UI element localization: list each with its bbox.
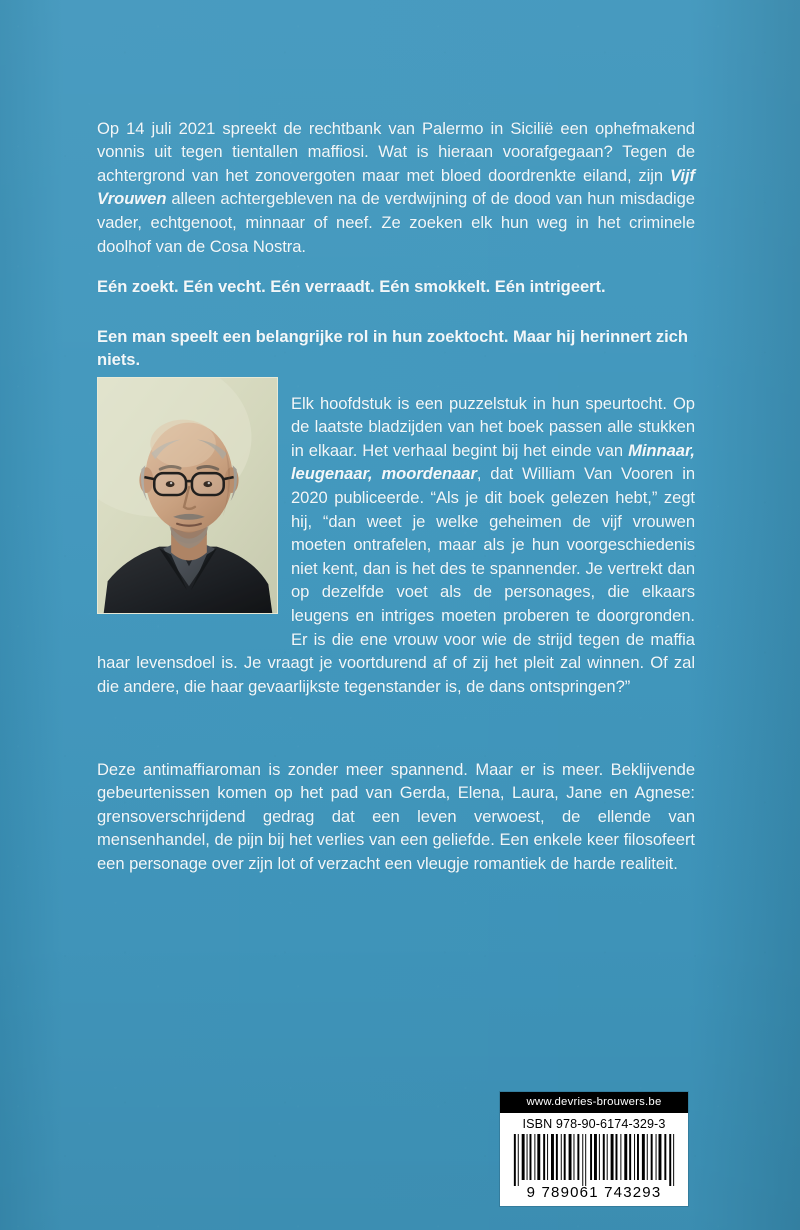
blurb-wrap-text-part1: Elk hoofdstuk is een puzzelstuk in hun speurtocht. Op de laatste bladzijden van het boek passen alle stukken in elkaar. Het verhaal begint bij het einde van — [291, 393, 695, 460]
isbn-text: ISBN 978-90-6174-329-3 — [522, 1117, 666, 1131]
ean13-barcode-digits: 9 789061 743293 — [526, 1184, 662, 1201]
blurb-intro-paragraph — [97, 117, 695, 259]
barcode-body — [500, 1113, 688, 1206]
book-title-vijf-vrouwen: Vijf Vrouwen — [97, 165, 695, 209]
blurb-final-paragraph: Deze antimaffiaroman is zonder meer spannend. Maar er is meer. Beklijvende gebeurtenissen komen op het pad van Gerda, Elena, Laura, Jane en Agnese: grensoverschrijdend gedrag dat een leven verwoest, de ellende van mensenhandel, de pijn bij het verlies van een geliefde. Een enkele keer filosofeert een personage over zijn lot of verzacht een vleugje romantiek de harde realiteit. — [97, 759, 695, 873]
barcode-block — [500, 1092, 688, 1206]
tagline-one-man: Een man speelt een belangrijke rol in hun zoektocht. Maar hij herinnert zich niets. — [97, 326, 688, 370]
author-portrait-photo — [97, 377, 278, 614]
tagline-one-seeks: Eén zoekt. Eén vecht. Eén verraadt. Eén smokkelt. Eén intrigeert. — [97, 276, 606, 296]
blurb-intro-text-part2: alleen achtergebleven na de verdwijning of de dood van hun misdadige vader, echtgenoot, minnaar of neef. Ze zoeken elk hun weg in het criminele doolhof van de Cosa Nostra. — [97, 189, 695, 256]
blurb-intro-text-part1: Op 14 juli 2021 spreekt de rechtbank van Palermo in Sicilië een ophefmakend vonnis uit tegen tientallen maffiosi. Wat is hieraan voorafgegaan? Tegen de achtergrond van het zonovergoten maar met bloed doordrenkte eiland, zijn — [97, 118, 695, 185]
book-title-minnaar-leugenaar-moordenaar: Minnaar, leugenaar, moordenaar — [291, 440, 695, 484]
publisher-website-url[interactable]: www.devries-brouwers.be — [500, 1092, 688, 1113]
blurb-wrap-text-part2: , dat William Van Vooren in 2020 publiceerde. “Als je dit boek gelezen hebt,” zegt hij, “dan weet je welke geheimen de vijf vrouwen moeten ontrafelen, maar als je hun voorgeschiedenis niet kent, dan is het des te spannender. Je vertrekt dan op dezelfde voet als de personages, die elkaars leugens en intriges moeten proberen te doorgronden. Er is die ene vrouw voor wie de strijd tegen de maffia haar levensdoel is. Je vraagt je voortdurend af of zij het pleit zal winnen. Of zal die andere, die haar gevaarlijkste tegenstander is, de dans ontspringen?” — [97, 464, 696, 696]
ean13-barcode-bars — [508, 1134, 680, 1186]
